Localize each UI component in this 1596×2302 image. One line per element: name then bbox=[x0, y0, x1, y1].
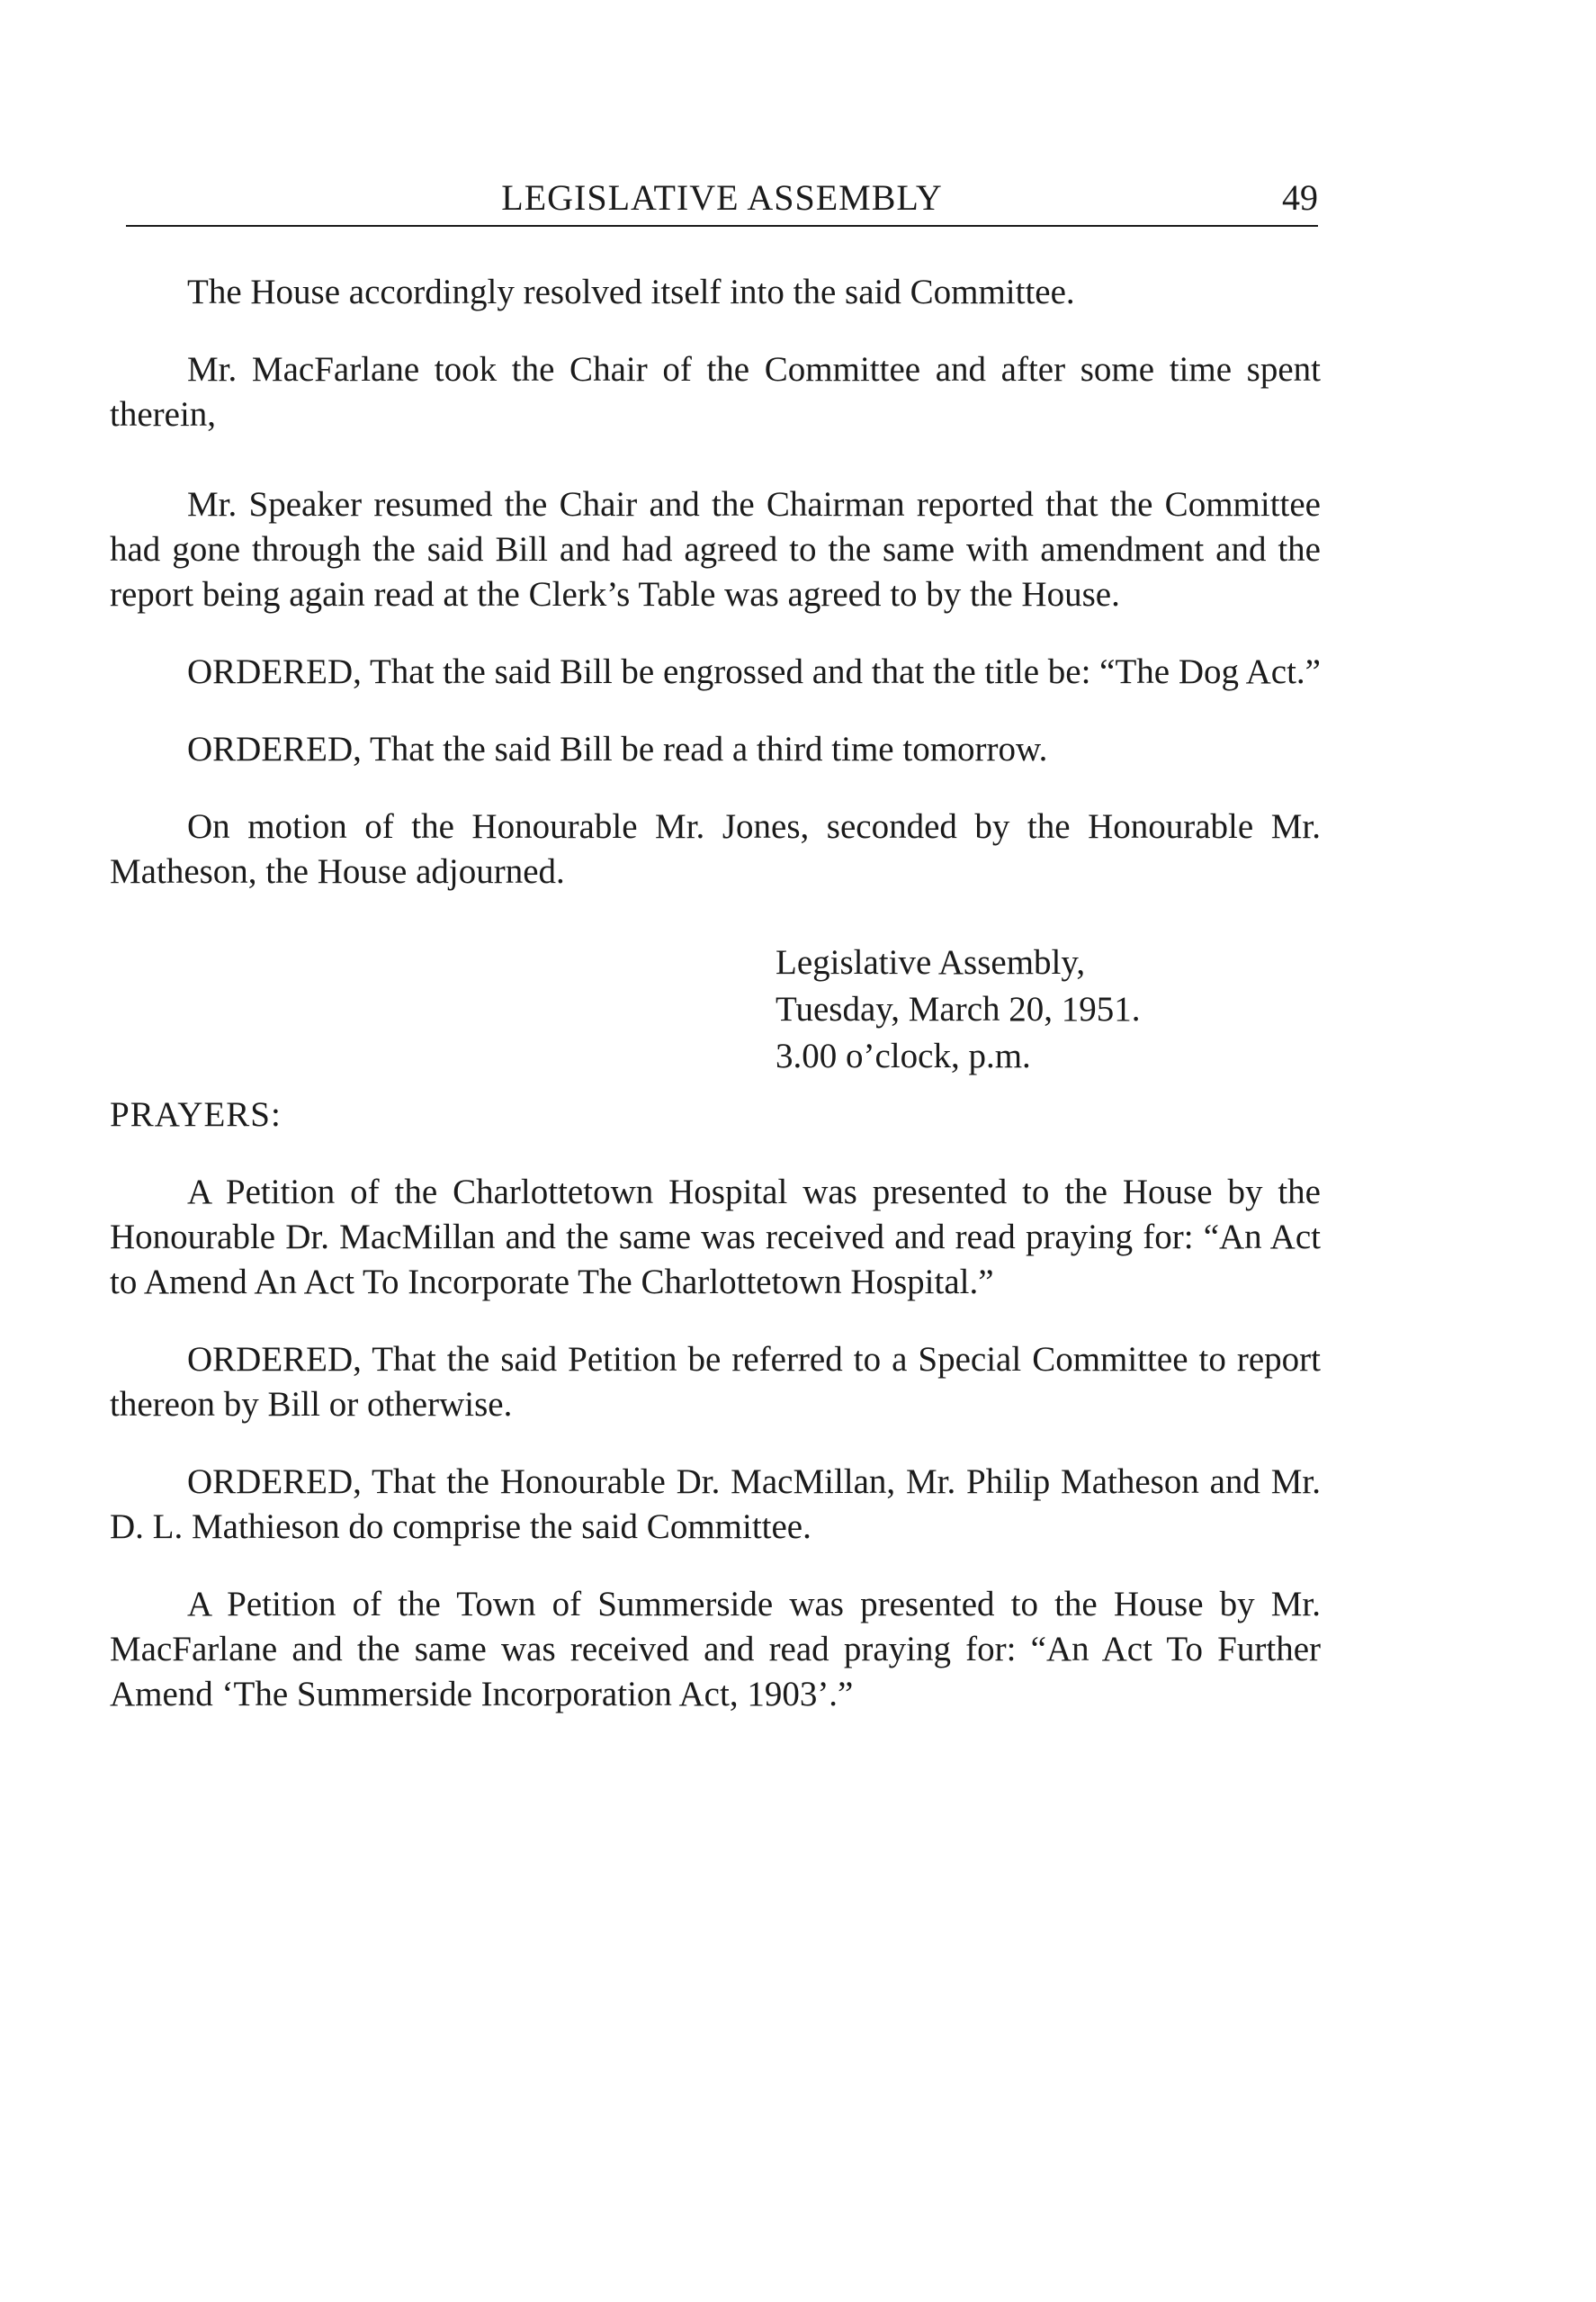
paragraph-ordered-engrossed: ORDERED, That the said Bill be engrossed and that the title be: “The Dog Act.” bbox=[187, 652, 1321, 691]
paragraph-ordered-committee: ORDERED, That the Honourable Dr. MacMillan, Mr. Philip Matheson and Mr. D. L. Mathieson do comprise the said Committee. bbox=[110, 1462, 1321, 1546]
paragraph-adjourned: On motion of the Honourable Mr. Jones, seconded by the Honourable Mr. Matheson, the House adjourned. bbox=[110, 807, 1321, 891]
paragraph-chair-taken: Mr. MacFarlane took the Chair of the Committee and after some time spent therein, bbox=[110, 350, 1321, 434]
dateline-date: Tuesday, March 20, 1951. bbox=[776, 990, 1141, 1029]
paragraph-speaker-resumed: Mr. Speaker resumed the Chair and the Chairman reported that the Committee had gone through the said Bill and had agreed to the same with amendment and the report being again read at the Clerk’s Table was agreed to by the House. bbox=[110, 485, 1321, 614]
paragraph-summerside-petition: A Petition of the Town of Summerside was presented to the House by Mr. MacFarlane and the same was received and read praying for: “An Act To Further Amend ‘The Summerside Incorporation Act, 1903’.” bbox=[110, 1585, 1321, 1713]
journal-body bbox=[110, 270, 1321, 1717]
paragraph-ordered-third-reading: ORDERED, That the said Bill be read a third time tomorrow. bbox=[187, 730, 1048, 769]
paragraph-ordered-referred: ORDERED, That the said Petition be referred to a Special Committee to report thereon by Bill or otherwise. bbox=[110, 1340, 1321, 1424]
paragraph-committee-resolved: The House accordingly resolved itself into the said Committee. bbox=[187, 273, 1075, 311]
paragraph-hospital-petition: A Petition of the Charlottetown Hospital was presented to the House by the Honourable Dr. MacMillan and the same was received and read praying for: “An Act to Amend An Act To Incorporate The Charlottetown Hospital.” bbox=[110, 1173, 1321, 1301]
header-rule bbox=[126, 225, 1318, 227]
page-number: 49 bbox=[1282, 177, 1318, 218]
page-header bbox=[126, 171, 1318, 227]
sitting-dateline bbox=[776, 940, 1321, 1080]
dateline-place: Legislative Assembly, bbox=[776, 943, 1086, 982]
prayers-heading: PRAYERS: bbox=[110, 1095, 282, 1134]
dateline-time: 3.00 o’clock, p.m. bbox=[776, 1037, 1031, 1075]
running-title: LEGISLATIVE ASSEMBLY bbox=[501, 177, 943, 218]
